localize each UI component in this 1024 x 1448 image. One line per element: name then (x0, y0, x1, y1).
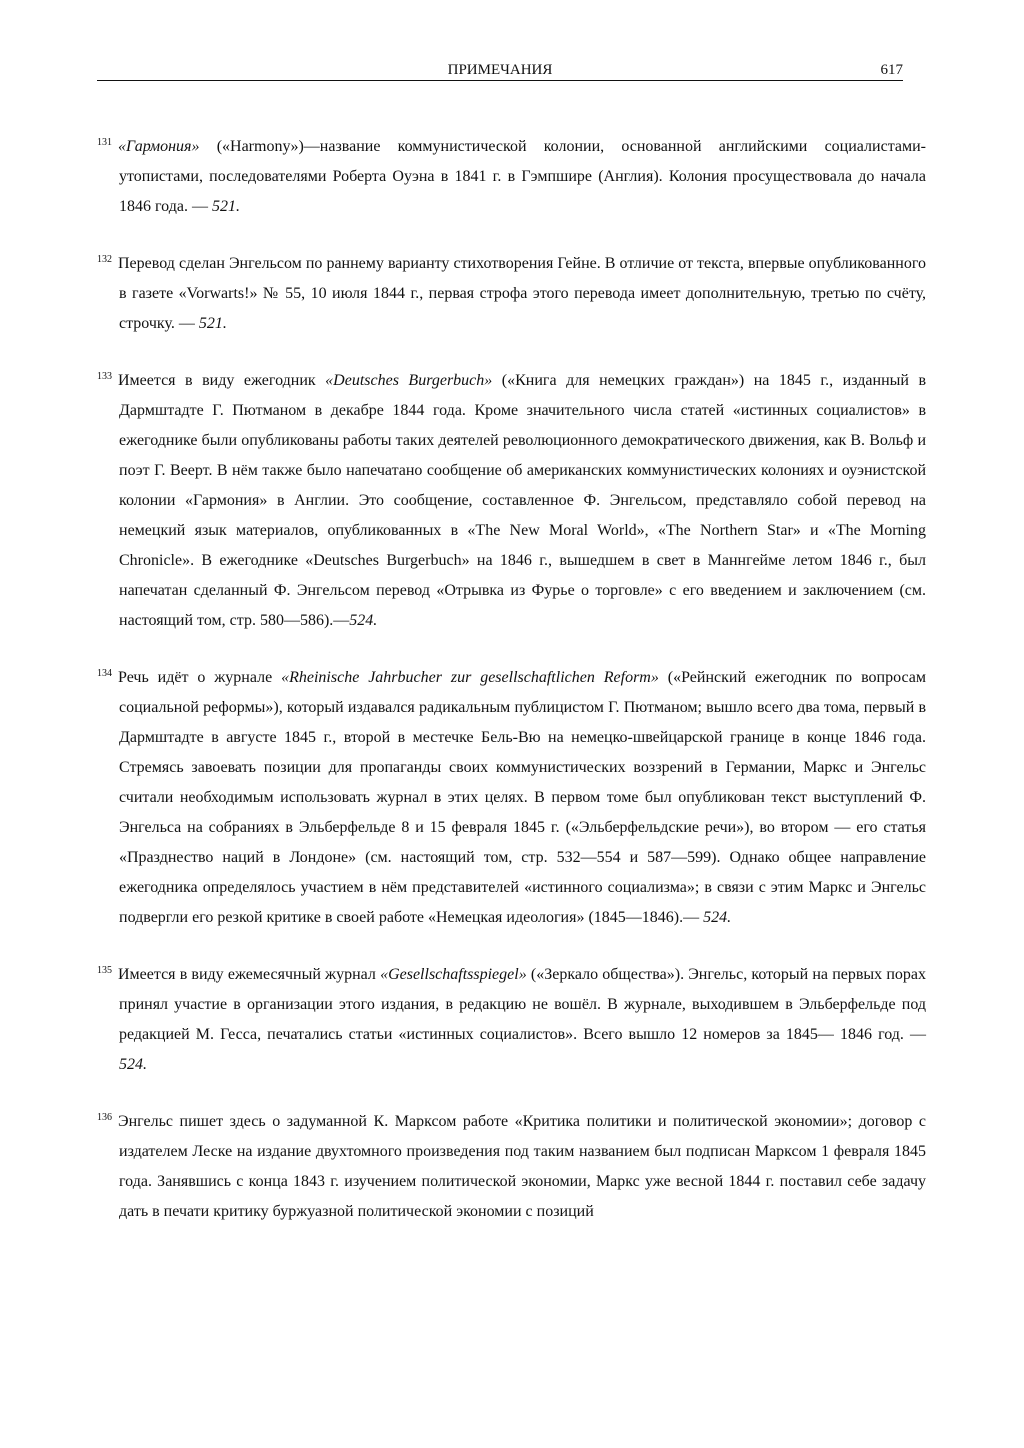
note-text: Речь идёт о журнале (118, 669, 282, 686)
italic-text: «Rheinische Jahrbucher zur gesellschaftlichen Reform» (281, 669, 659, 686)
note-text: Энгельс пишет здесь о задуманной К. Марксом работе «Критика политики и политической экономии»; договор с издателем Леске на издание двухтомного произведения под таким названием был подписан Марксом 1 февраля 1845 года. Занявшись с конца 1843 г. изучением политической экономии, Маркс уже весной 1844 г. поставил себе задачу дать в печати критику буржуазной политической экономии с позиций (118, 1113, 926, 1220)
note-number: 136 (97, 1112, 112, 1123)
notes-list (97, 128, 926, 1250)
note-number: 132 (97, 254, 112, 265)
italic-text: 524. (349, 612, 378, 629)
note-132 (97, 245, 926, 339)
running-title: ПРИМЕЧАНИЯ (447, 62, 553, 78)
italic-text: 521. (211, 198, 240, 215)
italic-text: «Deutsches Burgerbuch» (325, 372, 493, 389)
note-135 (97, 956, 926, 1080)
note-number: 134 (97, 668, 112, 679)
note-number: 135 (97, 965, 112, 976)
italic-text: 521. (198, 315, 227, 332)
note-text: («Книга для немецких граждан») на 1845 г., изданный в Дармштадте Г. Пютманом в декабре 1844 года. Кроме значительного числа статей «истинных социалистов» в ежегоднике были опубликованы работы таких деятелей революционного демократического движения, как В. Вольф и поэт Г. Веерт. В нём также было напечатано сообщение об американских коммунистических колониях и оуэнистской колонии «Гармония» в Англии. Это сообщение, составленное Ф. Энгельсом, представляло собой перевод на немецкий язык материалов, опубликованных в «The New Moral World», «The Northern Star» и «The Morning Chronicle». В ежегоднике «Deutsches Burgerbuch» на 1846 г., вышедшем в свет в Маннгейме летом 1846 г., был напечатан сделанный Ф. Энгельсом перевод «Отрывка из Фурье о торговле» с его введением и заключением (см. настоящий том, стр. 580—586).— (119, 372, 927, 629)
italic-text: «Гармония» (118, 138, 200, 155)
note-number: 131 (97, 137, 112, 148)
note-text: Имеется в виду ежемесячный журнал (118, 966, 381, 983)
italic-text: 524. (119, 1056, 147, 1073)
note-text: («Harmony»)—название коммунистической колонии, основанной английскими социалистами-утопистами, последователями Роберта Оуэна в 1841 г. в Гэмпшире (Англия). Колония просуществовала до начала 1846 года. — (119, 138, 926, 215)
italic-text: 524. (703, 909, 732, 926)
note-136 (97, 1103, 926, 1227)
note-number: 133 (97, 371, 112, 382)
italic-text: «Gesellschaftsspiegel» (380, 966, 527, 983)
note-text: («Рейнский ежегодник по вопросам социальной реформы»), который издавался радикальным публицистом Г. Пютманом; вышло всего два тома, первый в Дармштадте в августе 1845 г., второй в местечке Бель-Вю на немецко-швейцарской границе в конце 1846 года. Стремясь завоевать позиции для пропаганды своих коммунистических воззрений в Германии, Маркс и Энгельс считали необходимым использовать журнал в этих целях. В первом томе был опубликован текст выступлений Ф. Энгельса на собраниях в Эльберфельде 8 и 15 февраля 1845 г. («Эльберфельдские речи»), во втором — его статья «Празднество наций в Лондоне» (см. настоящий том, стр. 532—554 и 587—599). Однако общее направление ежегодника определялось участием в нём представителей «истинного социализма»; в связи с этим Маркс и Энгельс подвергли его резкой критике в своей работе «Немецкая идеология» (1845—1846).— (119, 669, 926, 926)
note-text: Перевод сделан Энгельсом по раннему варианту стихотворения Гейне. В отличие от текста, впервые опубликованного в газете «Vorwarts!» № 55, 10 июля 1844 г., первая строфа этого перевода имеет дополнительную, третью по счёту, строчку. — (118, 255, 926, 332)
note-text: («Зеркало общества»). Энгельс, который на первых порах принял участие в организации этого издания, в редакцию не вошёл. В журнале, выходившем в Эльберфельде под редакцией М. Гесса, печатались статьи «истинных социалистов». Всего вышло 12 номеров за 1845— 1846 год. — (119, 966, 926, 1043)
note-text: Имеется в виду ежегодник (118, 372, 326, 389)
note-131 (97, 128, 926, 222)
note-134 (97, 659, 926, 933)
note-133 (97, 362, 926, 636)
page-header (97, 62, 903, 81)
page-number: 617 (880, 62, 903, 78)
